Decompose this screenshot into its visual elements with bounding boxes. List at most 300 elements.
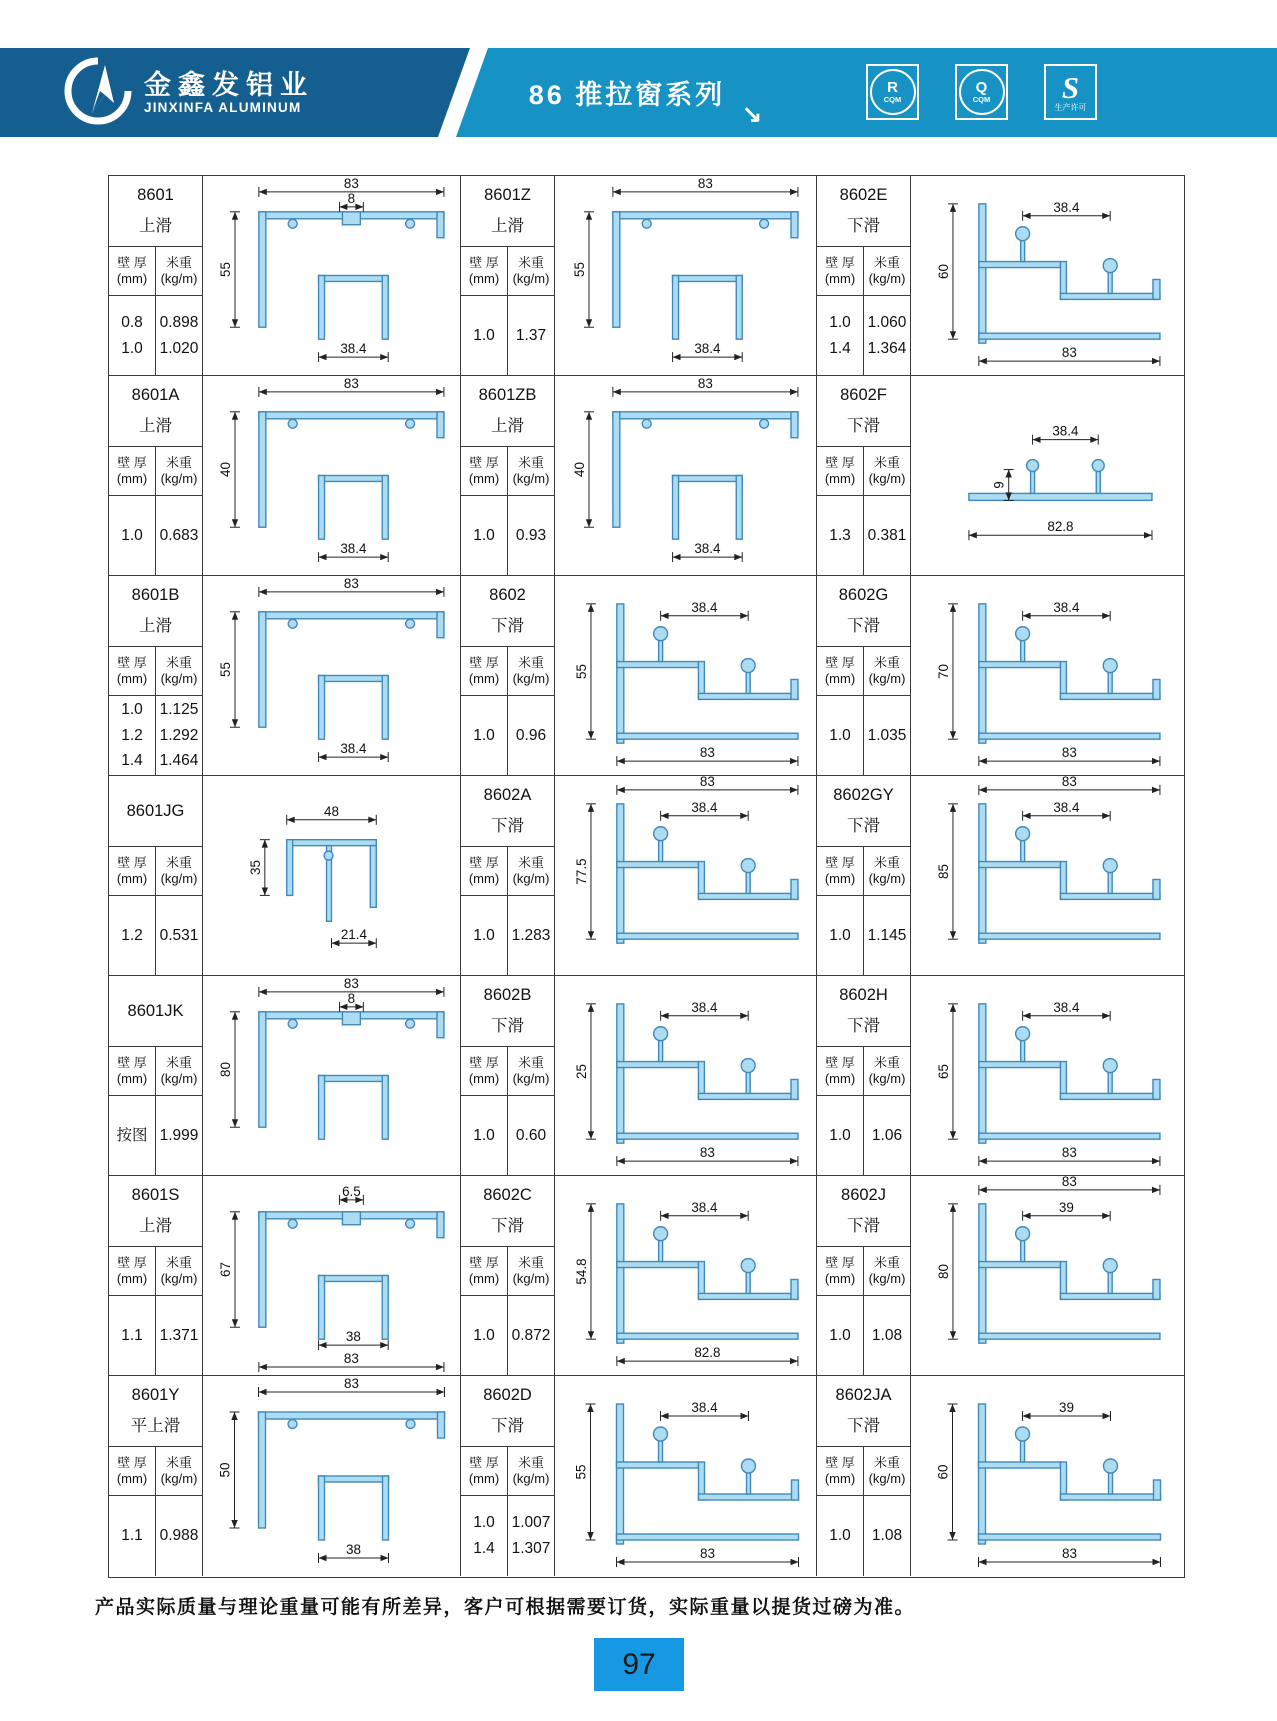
svg-text:83: 83 xyxy=(699,1145,715,1161)
spec-header-weight: 米重 (kg/m) xyxy=(512,855,550,886)
profile-drawing xyxy=(203,176,460,375)
spec-values xyxy=(817,296,910,375)
spec-header-weight: 米重 (kg/m) xyxy=(868,255,906,286)
profile-type: 下滑 xyxy=(491,1017,524,1035)
badge-letter: R xyxy=(887,78,898,96)
svg-text:83: 83 xyxy=(697,176,713,191)
spec-header-weight: 米重 (kg/m) xyxy=(868,655,906,686)
company-name-en: JINXINFA ALUMINUM xyxy=(144,100,302,116)
profile-type: 下滑 xyxy=(491,1417,524,1435)
svg-text:38.4: 38.4 xyxy=(694,341,721,357)
svg-text:83: 83 xyxy=(699,776,715,789)
profile-cell-8601A xyxy=(109,376,461,576)
profile-type: 下滑 xyxy=(847,217,880,235)
profile-drawing xyxy=(911,976,1184,1175)
model-number: 8601Y xyxy=(131,1386,180,1404)
profile-info xyxy=(817,776,911,975)
profile-cell-8602JA xyxy=(817,1376,1184,1576)
model-box xyxy=(109,1376,202,1447)
svg-text:38.4: 38.4 xyxy=(340,741,367,757)
spec-header-thickness: 壁 厚 (mm) xyxy=(461,247,508,295)
profile-type: 下滑 xyxy=(491,1217,524,1235)
svg-text:83: 83 xyxy=(699,1546,716,1561)
model-box xyxy=(109,376,202,447)
profile-cell-8601ZB xyxy=(461,376,817,576)
spec-header-weight: 米重 (kg/m) xyxy=(160,855,198,886)
spec-header-thickness: 壁 厚 (mm) xyxy=(461,647,508,695)
profile-type: 下滑 xyxy=(847,1217,880,1235)
spec-header-weight: 米重 (kg/m) xyxy=(868,455,906,486)
spec-header-weight: 米重 (kg/m) xyxy=(160,455,198,486)
svg-text:38.4: 38.4 xyxy=(691,799,718,815)
weight-values: 1.37 xyxy=(515,326,547,344)
spec-header-weight: 米重 (kg/m) xyxy=(868,1455,906,1486)
spec-header-thickness: 壁 厚 (mm) xyxy=(109,1047,156,1095)
thickness-values: 1.1 xyxy=(109,1496,156,1576)
thickness-values: 1.0 xyxy=(817,1296,864,1375)
svg-text:82.8: 82.8 xyxy=(694,1345,721,1361)
spec-header-thickness: 壁 厚 (mm) xyxy=(109,647,156,695)
model-number: 8602B xyxy=(483,986,532,1004)
spec-header xyxy=(817,447,910,496)
svg-text:35: 35 xyxy=(247,860,263,876)
company-emblem-icon xyxy=(62,55,134,132)
spec-values xyxy=(817,896,910,975)
weight-values: 1.035 xyxy=(867,726,907,744)
spec-header-weight: 米重 (kg/m) xyxy=(512,655,550,686)
model-box xyxy=(109,776,202,847)
profile-cell-8602H xyxy=(817,976,1184,1176)
model-box xyxy=(817,576,910,647)
svg-text:83: 83 xyxy=(343,376,359,391)
profile-cell-8601JK xyxy=(109,976,461,1176)
thickness-values: 1.1 xyxy=(109,1296,156,1375)
spec-header-weight: 米重 (kg/m) xyxy=(512,455,550,486)
spec-values xyxy=(817,1496,910,1576)
model-number: 8601JK xyxy=(127,1001,184,1020)
model-box xyxy=(461,1376,554,1447)
svg-text:39: 39 xyxy=(1058,1400,1075,1415)
svg-text:50: 50 xyxy=(217,1462,233,1478)
profile-cell-8602E xyxy=(817,176,1184,376)
spec-values xyxy=(461,1496,554,1576)
spec-header xyxy=(461,247,554,296)
thickness-values: 1.0 xyxy=(461,1296,508,1375)
spec-header xyxy=(461,1247,554,1296)
profile-grid xyxy=(108,175,1185,1578)
spec-header-weight: 米重 (kg/m) xyxy=(512,255,550,286)
spec-header-thickness: 壁 厚 (mm) xyxy=(817,847,864,895)
thickness-values: 1.0 xyxy=(461,296,508,375)
profile-info xyxy=(109,576,203,775)
spec-header-thickness: 壁 厚 (mm) xyxy=(109,1447,156,1495)
model-box xyxy=(109,176,202,247)
thickness-values: 0.8 1.0 xyxy=(109,296,156,375)
svg-text:38.4: 38.4 xyxy=(1053,199,1080,215)
thickness-values: 1.0 xyxy=(461,1096,508,1175)
svg-text:38.4: 38.4 xyxy=(1053,799,1080,815)
svg-text:38.4: 38.4 xyxy=(1053,999,1080,1015)
profile-drawing xyxy=(203,1176,460,1375)
profile-type: 下滑 xyxy=(847,817,880,835)
svg-text:55: 55 xyxy=(574,664,589,679)
spec-header xyxy=(461,447,554,496)
svg-text:83: 83 xyxy=(343,1351,359,1367)
spec-values xyxy=(461,896,554,975)
svg-text:38.4: 38.4 xyxy=(691,1400,718,1415)
weight-values: 0.381 xyxy=(867,526,907,544)
profile-drawing xyxy=(555,576,816,775)
spec-values xyxy=(461,496,554,575)
svg-text:38.4: 38.4 xyxy=(340,341,367,357)
model-number: 8602G xyxy=(838,586,889,604)
model-box xyxy=(817,1176,910,1247)
svg-text:83: 83 xyxy=(1061,776,1077,789)
profile-info xyxy=(109,1376,203,1576)
model-number: 8602D xyxy=(483,1386,532,1404)
profile-drawing xyxy=(555,1376,816,1576)
profile-type: 下滑 xyxy=(847,617,880,635)
spec-header-weight: 米重 (kg/m) xyxy=(868,855,906,886)
svg-text:83: 83 xyxy=(1061,745,1077,761)
profile-drawing xyxy=(911,1176,1184,1375)
svg-text:80: 80 xyxy=(218,1062,234,1077)
badge-sub: 生产许可 xyxy=(1054,102,1087,112)
svg-text:38.4: 38.4 xyxy=(694,541,721,557)
svg-text:85: 85 xyxy=(936,864,951,879)
profile-drawing xyxy=(555,376,816,575)
profile-cell-8602G xyxy=(817,576,1184,776)
svg-text:9: 9 xyxy=(991,481,1007,489)
profile-cell-8601Y xyxy=(109,1376,461,1576)
spec-values xyxy=(109,1496,202,1576)
thickness-values: 1.0 1.4 xyxy=(461,1496,508,1576)
profile-drawing xyxy=(555,1176,816,1375)
spec-header-thickness: 壁 厚 (mm) xyxy=(817,1447,864,1495)
profile-info xyxy=(109,176,203,375)
spec-header-thickness: 壁 厚 (mm) xyxy=(109,447,156,495)
certification-badges xyxy=(866,64,1097,120)
profile-type: 下滑 xyxy=(847,1017,880,1035)
thickness-values: 1.0 xyxy=(461,496,508,575)
spec-header-thickness: 壁 厚 (mm) xyxy=(461,847,508,895)
spec-header-thickness: 壁 厚 (mm) xyxy=(817,647,864,695)
profile-info xyxy=(109,376,203,575)
spec-values xyxy=(461,296,554,375)
spec-header-weight: 米重 (kg/m) xyxy=(160,1255,198,1286)
profile-cell-8602C xyxy=(461,1176,817,1376)
weight-values: 1.06 xyxy=(871,1126,903,1144)
profile-drawing xyxy=(555,176,816,375)
spec-header-weight: 米重 (kg/m) xyxy=(160,655,198,686)
spec-values xyxy=(109,1096,202,1175)
spec-header xyxy=(461,847,554,896)
spec-header xyxy=(109,1047,202,1096)
model-box xyxy=(817,1376,910,1447)
svg-text:83: 83 xyxy=(343,576,359,591)
svg-text:70: 70 xyxy=(936,664,951,679)
profile-info xyxy=(461,1176,555,1375)
spec-values xyxy=(461,1296,554,1375)
spec-header-thickness: 壁 厚 (mm) xyxy=(817,1047,864,1095)
spec-header xyxy=(109,1447,202,1496)
model-number: 8601B xyxy=(131,586,180,604)
spec-header-thickness: 壁 厚 (mm) xyxy=(109,247,156,295)
weight-values: 1.007 1.307 xyxy=(511,1514,551,1557)
profile-cell-8602GY xyxy=(817,776,1184,976)
profile-drawing xyxy=(911,176,1184,375)
svg-text:67: 67 xyxy=(218,1262,234,1277)
weight-values: 1.999 xyxy=(159,1126,199,1144)
model-box xyxy=(461,1176,554,1247)
spec-header-thickness: 壁 厚 (mm) xyxy=(461,447,508,495)
svg-text:38.4: 38.4 xyxy=(691,599,718,615)
svg-text:39: 39 xyxy=(1058,1199,1074,1215)
model-box xyxy=(109,1176,202,1247)
model-number: 8602JA xyxy=(835,1386,892,1404)
spec-header-thickness: 壁 厚 (mm) xyxy=(461,1247,508,1295)
svg-text:83: 83 xyxy=(1061,1546,1078,1561)
model-number: 8601Z xyxy=(484,186,531,204)
spec-values xyxy=(817,496,910,575)
model-box xyxy=(109,576,202,647)
profile-drawing xyxy=(911,376,1184,575)
weight-values: 0.898 1.020 xyxy=(159,313,199,357)
profile-cell-8601JG xyxy=(109,776,461,976)
badge-letter: Q xyxy=(975,78,988,96)
svg-text:55: 55 xyxy=(218,662,234,677)
profile-cell-8602D xyxy=(461,1376,817,1576)
weight-values: 1.08 xyxy=(871,1326,903,1344)
profile-info xyxy=(817,376,911,575)
profile-info xyxy=(109,1176,203,1375)
model-number: 8602F xyxy=(840,386,887,404)
spec-header xyxy=(109,447,202,496)
profile-cell-8602B xyxy=(461,976,817,1176)
profile-info xyxy=(817,576,911,775)
thickness-values: 1.0 xyxy=(817,696,864,775)
thickness-values: 1.0 xyxy=(817,896,864,975)
svg-text:60: 60 xyxy=(935,1464,951,1480)
profile-type: 上滑 xyxy=(139,217,172,235)
svg-text:83: 83 xyxy=(343,1376,360,1391)
svg-text:38.4: 38.4 xyxy=(1052,423,1079,439)
profile-cell-8602F xyxy=(817,376,1184,576)
profile-info xyxy=(461,176,555,375)
spec-header xyxy=(109,247,202,296)
profile-type: 上滑 xyxy=(491,217,524,235)
profile-drawing xyxy=(911,576,1184,775)
model-box xyxy=(817,376,910,447)
model-box xyxy=(461,976,554,1047)
spec-header xyxy=(461,1447,554,1496)
profile-info xyxy=(109,976,203,1175)
spec-header xyxy=(461,1047,554,1096)
spec-header xyxy=(109,1247,202,1296)
profile-type: 上滑 xyxy=(139,617,172,635)
profile-drawing xyxy=(203,776,460,975)
spec-values xyxy=(109,496,202,575)
profile-cell-8601S xyxy=(109,1176,461,1376)
svg-text:83: 83 xyxy=(1061,345,1077,361)
weight-values: 1.371 xyxy=(159,1326,199,1344)
model-number: 8602H xyxy=(839,986,888,1004)
thickness-values: 1.0 1.2 1.4 xyxy=(109,696,156,775)
svg-text:38.4: 38.4 xyxy=(691,999,718,1015)
svg-text:8: 8 xyxy=(347,990,356,1006)
model-number: 8601S xyxy=(131,1186,180,1204)
profile-type: 下滑 xyxy=(491,817,524,835)
svg-text:8: 8 xyxy=(347,190,356,206)
profile-drawing xyxy=(911,1376,1184,1576)
series-title: 86 推拉窗系列 xyxy=(528,80,726,110)
weight-values: 0.93 xyxy=(515,526,547,544)
spec-values xyxy=(817,1296,910,1375)
spec-header-weight: 米重 (kg/m) xyxy=(512,1255,550,1286)
thickness-values: 1.0 1.4 xyxy=(817,296,864,375)
profile-info xyxy=(817,1376,911,1576)
spec-header-weight: 米重 (kg/m) xyxy=(160,255,198,286)
svg-text:83: 83 xyxy=(699,745,715,761)
svg-text:48: 48 xyxy=(324,803,339,819)
spec-header-thickness: 壁 厚 (mm) xyxy=(817,247,864,295)
spec-values xyxy=(817,1096,910,1175)
profile-type: 平上滑 xyxy=(130,1417,181,1435)
svg-text:25: 25 xyxy=(574,1064,589,1079)
profile-info xyxy=(817,1176,911,1375)
badge-sub: CQM xyxy=(972,95,991,105)
spec-header-thickness: 壁 厚 (mm) xyxy=(109,847,156,895)
profile-drawing xyxy=(203,376,460,575)
model-number: 8601 xyxy=(137,186,174,204)
page-number-badge: 97 xyxy=(594,1638,684,1691)
profile-info xyxy=(461,576,555,775)
profile-info xyxy=(461,976,555,1175)
model-box xyxy=(461,176,554,247)
thickness-values: 1.0 xyxy=(817,1096,864,1175)
spec-header-weight: 米重 (kg/m) xyxy=(512,1055,550,1086)
spec-header xyxy=(817,647,910,696)
svg-text:40: 40 xyxy=(218,462,234,477)
svg-text:83: 83 xyxy=(697,376,713,391)
model-number: 8602C xyxy=(483,1186,532,1204)
production-license-badge-icon xyxy=(1044,64,1097,120)
profile-info xyxy=(461,376,555,575)
profile-cell-8602A xyxy=(461,776,817,976)
spec-values xyxy=(109,1296,202,1375)
svg-text:55: 55 xyxy=(572,262,588,277)
spec-header xyxy=(817,1247,910,1296)
spec-header-weight: 米重 (kg/m) xyxy=(868,1055,906,1086)
weight-values: 1.08 xyxy=(871,1527,903,1545)
svg-text:60: 60 xyxy=(936,264,951,279)
svg-text:55: 55 xyxy=(218,262,234,277)
cqm-q-badge-icon xyxy=(955,64,1008,120)
profile-cell-8602J xyxy=(817,1176,1184,1376)
spec-header-weight: 米重 (kg/m) xyxy=(512,1455,550,1486)
footer-note: 产品实际质量与理论重量可能有所差异，客户可根据需要订货，实际重量以提货过磅为准。 xyxy=(95,1597,916,1618)
model-number: 8602J xyxy=(841,1186,886,1204)
profile-type: 上滑 xyxy=(139,417,172,435)
svg-text:6.5: 6.5 xyxy=(342,1183,361,1199)
spec-header xyxy=(109,647,202,696)
spec-header-thickness: 壁 厚 (mm) xyxy=(817,1247,864,1295)
spec-header-thickness: 壁 厚 (mm) xyxy=(461,1447,508,1495)
spec-values xyxy=(109,696,202,775)
weight-values: 1.145 xyxy=(867,926,907,944)
model-number: 8602E xyxy=(839,186,888,204)
weight-values: 0.531 xyxy=(159,926,199,944)
profile-type: 下滑 xyxy=(847,1417,880,1435)
profile-drawing xyxy=(555,976,816,1175)
svg-text:65: 65 xyxy=(936,1064,951,1079)
model-number: 8601JG xyxy=(126,801,185,820)
profile-cell-8602 xyxy=(461,576,817,776)
thickness-values: 1.2 xyxy=(109,896,156,975)
spec-header-weight: 米重 (kg/m) xyxy=(868,1255,906,1286)
spec-header-thickness: 壁 厚 (mm) xyxy=(461,1047,508,1095)
svg-text:83: 83 xyxy=(343,976,359,991)
profile-cell-8601B xyxy=(109,576,461,776)
badge-letter: S xyxy=(1061,69,1080,105)
profile-cell-8601 xyxy=(109,176,461,376)
model-number: 8602 xyxy=(489,586,526,604)
spec-values xyxy=(109,896,202,975)
svg-text:38.4: 38.4 xyxy=(1053,599,1080,615)
thickness-values: 按图 xyxy=(109,1096,156,1175)
model-number: 8601ZB xyxy=(478,386,537,404)
spec-header xyxy=(817,247,910,296)
thickness-values: 1.3 xyxy=(817,496,864,575)
svg-text:83: 83 xyxy=(1061,1145,1077,1161)
model-box xyxy=(817,976,910,1047)
model-box xyxy=(461,376,554,447)
svg-text:83: 83 xyxy=(1061,1176,1077,1189)
svg-text:38.4: 38.4 xyxy=(340,541,367,557)
profile-drawing xyxy=(203,1376,460,1576)
model-number: 8601A xyxy=(131,386,180,404)
profile-drawing xyxy=(203,576,460,775)
thickness-values: 1.0 xyxy=(461,696,508,775)
weight-values: 1.125 1.292 1.464 xyxy=(159,701,199,770)
cqm-r-badge-icon xyxy=(866,64,919,120)
profile-info xyxy=(461,1376,555,1576)
page-header xyxy=(0,48,1277,137)
spec-values xyxy=(817,696,910,775)
weight-values: 0.872 xyxy=(511,1326,551,1344)
profile-info xyxy=(461,776,555,975)
spec-header-thickness: 壁 厚 (mm) xyxy=(109,1247,156,1295)
svg-text:21.4: 21.4 xyxy=(340,927,367,943)
svg-text:38.4: 38.4 xyxy=(691,1199,718,1215)
model-number: 8602GY xyxy=(833,786,894,804)
svg-text:40: 40 xyxy=(572,462,588,477)
spec-header xyxy=(817,1447,910,1496)
model-box xyxy=(817,176,910,247)
profile-drawing xyxy=(555,776,816,975)
profile-cell-8601Z xyxy=(461,176,817,376)
svg-text:83: 83 xyxy=(343,176,359,191)
company-logo xyxy=(62,54,314,132)
thickness-values: 1.0 xyxy=(817,1496,864,1576)
model-box xyxy=(109,976,202,1047)
thickness-values: 1.0 xyxy=(109,496,156,575)
profile-drawing xyxy=(911,776,1184,975)
weight-values: 0.683 xyxy=(159,526,199,544)
spec-header-weight: 米重 (kg/m) xyxy=(160,1455,198,1486)
profile-type: 上滑 xyxy=(139,1217,172,1235)
spec-header xyxy=(817,1047,910,1096)
